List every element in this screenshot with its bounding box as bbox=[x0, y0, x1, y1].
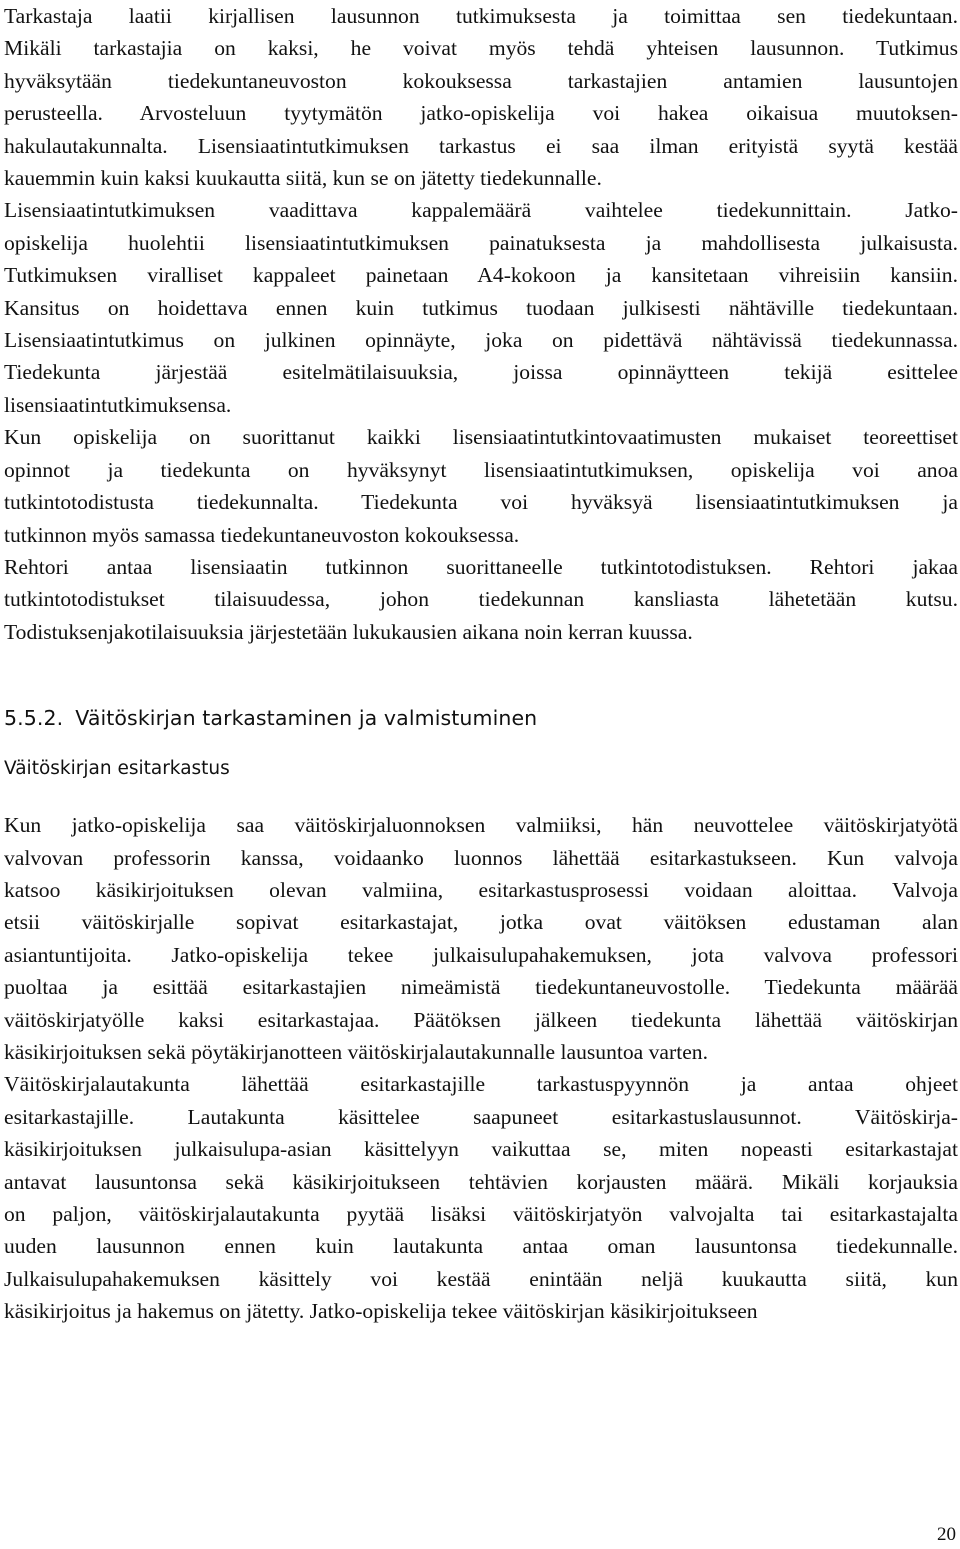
section-heading bbox=[4, 706, 958, 730]
text-line: opinnot ja tiedekunta on hyväksynyt lisensiaatintutkimuksen, opiskelija voi anoa bbox=[4, 457, 958, 482]
text-line: Väitöskirjalautakunta lähettää esitarkastajille tarkastuspyynnön ja antaa ohjeet bbox=[4, 1072, 958, 1097]
text-line: esitarkastajille. Lautakunta käsittelee saapuneet esitarkastuslausunnot. Väitöskirja- bbox=[4, 1104, 958, 1129]
text-line: Kun opiskelija on suorittanut kaikki lisensiaatintutkintovaatimusten mukaiset teoreettiset bbox=[4, 425, 958, 450]
text-line: Rehtori antaa lisensiaatin tutkinnon suorittaneelle tutkintotodistuksen. Rehtori jakaa bbox=[4, 554, 958, 579]
paragraph bbox=[4, 1068, 958, 1327]
text-line: käsikirjoitus ja hakemus on jätetty. Jatko-opiskelija tekee väitöskirjan käsikirjoitukseen bbox=[4, 1299, 758, 1324]
text-line: antavat lausuntonsa sekä käsikirjoitukseen tehtävien korjausten määrä. Mikäli korjauksia bbox=[4, 1169, 958, 1194]
text-line: käsikirjoituksen sekä pöytäkirjanotteen väitöskirjalautakunnalle lausuntoa varten. bbox=[4, 1039, 708, 1064]
paragraph bbox=[4, 194, 958, 421]
paragraph bbox=[4, 551, 958, 648]
text-line: tutkintotodistusta tiedekunnalta. Tiedekunta voi hyväksyä lisensiaatintutkimuksen ja bbox=[4, 490, 958, 515]
section-number: 5.5.2. bbox=[4, 706, 64, 731]
body-text-bottom bbox=[4, 809, 958, 1328]
text-line: Julkaisulupahakemuksen käsittely voi kestää enintään neljä kuukautta siitä, kun bbox=[4, 1266, 958, 1291]
text-line: perusteella. Arvosteluun tyytymätön jatko-opiskelija voi hakea oikaisua muutoksen- bbox=[4, 101, 958, 126]
paragraph bbox=[4, 0, 958, 194]
text-line: Tarkastaja laatii kirjallisen lausunnon tutkimuksesta ja toimittaa sen tiedekuntaan. bbox=[4, 4, 958, 28]
text-line: tutkinnon myös samassa tiedekuntaneuvoston kokouksessa. bbox=[4, 522, 520, 547]
section-title: Väitöskirjan tarkastaminen ja valmistuminen bbox=[75, 706, 538, 731]
sub-heading: Väitöskirjan esitarkastus bbox=[4, 758, 230, 780]
text-line: käsikirjoituksen julkaisulupa-asian käsittelyyn vaikuttaa se, miten nopeasti esitarkastajat bbox=[4, 1137, 958, 1162]
text-line: kauemmin kuin kaksi kuukautta siitä, kun se on jätetty tiedekunnalle. bbox=[4, 166, 602, 191]
paragraph bbox=[4, 421, 958, 551]
text-line: Lisensiaatintutkimuksen vaadittava kappalemäärä vaihtelee tiedekunnittain. Jatko- bbox=[4, 198, 958, 223]
text-line: väitöskirjatyölle kaksi esitarkastajaa. Päätöksen jälkeen tiedekunta lähettää väitöskirjan bbox=[4, 1007, 958, 1032]
text-line: Kun jatko-opiskelija saa väitöskirjaluonnoksen valmiiksi, hän neuvottelee väitöskirjatyötä bbox=[4, 813, 958, 838]
text-line: Mikäli tarkastajia on kaksi, he voivat myös tehdä yhteisen lausunnon. Tutkimus bbox=[4, 36, 958, 61]
text-line: hyväksytään tiedekuntaneuvoston kokouksessa tarkastajien antamien lausuntojen bbox=[4, 68, 958, 93]
text-line: Todistuksenjakotilaisuuksia järjestetään lukukausien aikana noin kerran kuussa. bbox=[4, 619, 693, 644]
text-line: hakulautakunnalta. Lisensiaatintutkimuksen tarkastus ei saa ilman erityistä syytä kestää bbox=[4, 133, 958, 158]
text-line: Tiedekunta järjestää esitelmätilaisuuksia, joissa opinnäytteen tekijä esittelee bbox=[4, 360, 958, 385]
text-line: valvovan professorin kanssa, voidaanko luonnos lähettää esitarkastukseen. Kun valvoja bbox=[4, 845, 958, 870]
text-line: opiskelija huolehtii lisensiaatintutkimuksen painatuksesta ja mahdollisesta julkaisusta. bbox=[4, 230, 958, 255]
document-page bbox=[4, 0, 958, 1328]
text-line: Kansitus on hoidettava ennen kuin tutkimus tuodaan julkisesti nähtäville tiedekuntaan. bbox=[4, 295, 958, 320]
text-line: on paljon, väitöskirjalautakunta pyytää lisäksi väitöskirjatyön valvojalta tai esitarkastajalta bbox=[4, 1202, 958, 1226]
text-line: tutkintotodistukset tilaisuudessa, johon tiedekunnan kansliasta lähetetään kutsu. bbox=[4, 587, 958, 612]
text-line: lisensiaatintutkimuksensa. bbox=[4, 392, 232, 417]
text-line: uuden lausunnon ennen kuin lautakunta antaa oman lausuntonsa tiedekunnalle. bbox=[4, 1234, 958, 1259]
text-line: etsii väitöskirjalle sopivat esitarkastajat, jotka ovat väitöksen edustaman alan bbox=[4, 910, 958, 935]
page-number: 20 bbox=[937, 1524, 956, 1545]
text-line: katsoo käsikirjoituksen olevan valmiina, esitarkastusprosessi voidaan aloittaa. Valvoja bbox=[4, 877, 958, 902]
text-line: Lisensiaatintutkimus on julkinen opinnäyte, joka on pidettävä nähtävissä tiedekunnassa. bbox=[4, 328, 958, 353]
text-line: Tutkimuksen viralliset kappaleet painetaan A4-kokoon ja kansitetaan vihreisiin kansiin. bbox=[4, 263, 958, 288]
paragraph bbox=[4, 809, 958, 1068]
text-line: puoltaa ja esittää esitarkastajien nimeämistä tiedekuntaneuvostolle. Tiedekunta määrää bbox=[4, 975, 958, 1000]
body-text-top bbox=[4, 0, 958, 648]
text-line: asiantuntijoita. Jatko-opiskelija tekee julkaisulupahakemuksen, jota valvova professori bbox=[4, 942, 958, 967]
